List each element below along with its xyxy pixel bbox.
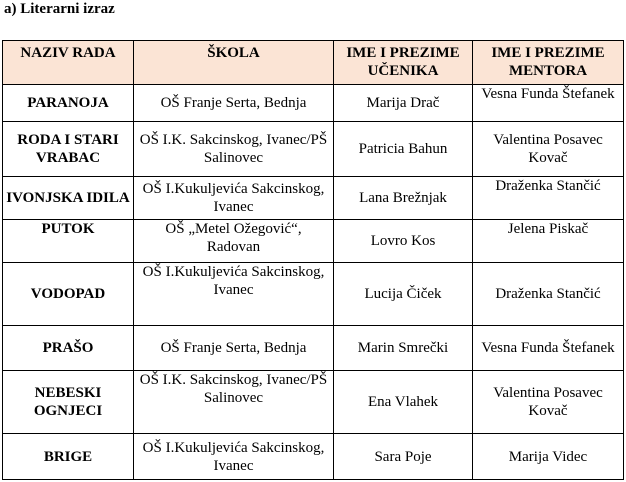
student-cell: Lovro Kos <box>334 220 473 263</box>
work-title: PUTOK <box>3 220 134 263</box>
work-title: IVONJSKA IDILA <box>3 177 134 220</box>
mentor-cell: Jelena Piskač <box>473 220 624 263</box>
school-cell: OŠ I.K. Sakcinskog, Ivanec/PŠ Salinovec <box>134 122 334 177</box>
student-cell: Patricia Bahun <box>334 122 473 177</box>
table-header-row <box>3 41 624 85</box>
school-cell: OŠ I.Kukuljevića Sakcinskog, Ivanec <box>134 434 334 480</box>
mentor-cell: Draženka Stančić <box>473 177 624 220</box>
mentor-cell: Draženka Stančić <box>473 263 624 326</box>
student-cell: Sara Poje <box>334 434 473 480</box>
mentor-cell: Marija Videc <box>473 434 624 480</box>
school-cell: OŠ I.Kukuljevića Sakcinskog, Ivanec <box>134 177 334 220</box>
work-title: PRAŠO <box>3 326 134 371</box>
student-cell: Ena Vlahek <box>334 371 473 434</box>
school-cell: OŠ „Metel Ožegović“, Radovan <box>134 220 334 263</box>
header-school: ŠKOLA <box>134 41 334 85</box>
table-row <box>3 122 624 177</box>
school-cell: OŠ I.K. Sakcinskog, Ivanec/PŠ Salinovec <box>134 371 334 434</box>
header-student: IME I PREZIME UČENIKA <box>334 41 473 85</box>
work-title: RODA I STARI VRABAC <box>3 122 134 177</box>
table-row <box>3 326 624 371</box>
work-title: NEBESKI OGNJECI <box>3 371 134 434</box>
student-cell: Lana Brežnjak <box>334 177 473 220</box>
table-row <box>3 220 624 263</box>
section-heading: a) Literarni izraz <box>4 1 115 17</box>
table-row <box>3 263 624 326</box>
mentor-cell: Valentina Posavec Kovač <box>473 371 624 434</box>
literary-works-table <box>2 40 624 480</box>
table-row <box>3 371 624 434</box>
work-title: VODOPAD <box>3 263 134 326</box>
work-title: BRIGE <box>3 434 134 480</box>
mentor-cell: Valentina Posavec Kovač <box>473 122 624 177</box>
header-title: NAZIV RADA <box>3 41 134 85</box>
school-cell: OŠ Franje Serta, Bednja <box>134 85 334 122</box>
table-row <box>3 434 624 480</box>
table-row <box>3 177 624 220</box>
student-cell: Lucija Čiček <box>334 263 473 326</box>
work-title: PARANOJA <box>3 85 134 122</box>
mentor-cell: Vesna Funda Štefanek <box>473 326 624 371</box>
mentor-cell: Vesna Funda Štefanek <box>473 85 624 122</box>
school-cell: OŠ Franje Serta, Bednja <box>134 326 334 371</box>
table-row <box>3 85 624 122</box>
student-cell: Marin Smrečki <box>334 326 473 371</box>
school-cell: OŠ I.Kukuljevića Sakcinskog, Ivanec <box>134 263 334 326</box>
student-cell: Marija Drač <box>334 85 473 122</box>
header-mentor: IME I PREZIME MENTORA <box>473 41 624 85</box>
